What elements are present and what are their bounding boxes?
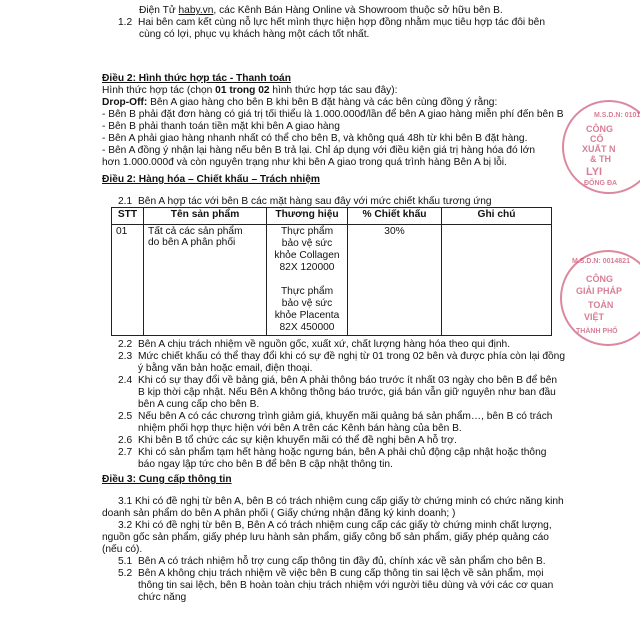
cell-product: Tất cả các sản phẩm do bên A phân phối (144, 225, 267, 336)
cell-stt: 01 (112, 225, 144, 336)
item-5-2-cont: thông tin sai lệch, bên B hoàn toàn chịu trách nhiệm với người tiêu dùng và với các cơ quan (138, 580, 554, 591)
header-discount: % Chiết khấu (348, 208, 442, 225)
item-5-2-cont: chức năng (138, 592, 187, 603)
item-2-6: 2.6 Khi bên B tổ chức các sự kiện khuyến mãi có thể đề nghị bên A hỗ trợ. (118, 435, 457, 446)
item-2-7: 2.7 Khi có sản phẩm tạm hết hàng hoặc ngưng bán, bên A phải chủ động cập nhật hoặc thông (118, 447, 547, 458)
dropoff-bullet: - Bên A phải giao hàng nhanh nhất có thể cho bên B, và không quá 48h từ khi bên B đặt hàng. (102, 133, 528, 144)
cell-discount: 30% (348, 225, 442, 336)
company-stamp-top: M.S.D.N: 0101 CÔNG CỔ XUẤT N & TH LYI ĐỐNG ĐA (562, 100, 640, 194)
cell-brand: Thực phẩm bảo vệ sức khỏe Collagen 82X 120000 Thực phẩm bảo vệ sức khỏe Placenta 82X 450000 (267, 225, 348, 336)
dropoff-line: Drop-Off: Bên A giao hàng cho bên B khi bên B đặt hàng và các bên cùng đồng ý rằng: (102, 97, 498, 108)
item-2-4-cont: B kịp thời cập nhật. Nếu Bên A không thông báo trước, giá bán vẫn giữ nguyên như ban đầu (138, 387, 556, 398)
intro-line-1: Điện Tử haby.vn, các Kênh Bán Hàng Online và Showroom thuộc sở hữu bên B. (139, 5, 503, 16)
dropoff-bullet: hơn 1.000.000đ và còn nguyên trạng như khi bên A giao trong quá trình hàng Bên A bị lỗi. (102, 157, 507, 168)
article-2-heading: Điều 2: Hình thức hợp tác - Thanh toán (102, 73, 291, 84)
item-5-1: 5.1 Bên A có trách nhiệm hỗ trợ cung cấp thông tin đầy đủ, chính xác về sản phẩm cho bên B. (118, 556, 546, 567)
haby-link[interactable]: haby.vn (178, 5, 214, 16)
item-1-2-line-2: cùng có lợi, phục vụ khách hàng một cách tốt nhất. (139, 29, 370, 40)
dropoff-bullet: - Bên B phải thanh toán tiền mặt khi bên A giao hàng (102, 121, 340, 132)
item-2-5-cont: nhiệm phối hợp thực hiện với bên A trên các Kênh bán hàng của bên B. (138, 423, 462, 434)
item-2-2: 2.2 Bên A chịu trách nhiệm về nguồn gốc, xuất xứ, chất lượng hàng hóa theo qui định. (118, 339, 511, 350)
header-note: Ghi chú (442, 208, 552, 225)
item-3-2-cont: nguồn gốc sản phẩm, giấy phép lưu hành sản phẩm, giấy công bố sản phẩm, giấy phép quảng cáo (102, 532, 549, 543)
dropoff-bullet: - Bên A đồng ý nhận lại hàng nếu bên B trả lại. Chỉ áp dụng với điều kiện giá trị hàng hóa đó lớn (102, 145, 536, 156)
cell-note (442, 225, 552, 336)
item-5-2: 5.2 Bên A không chịu trách nhiệm về việc bên B cung cấp thông tin sai lệch về sản phẩm, mọi (118, 568, 544, 579)
table-header-row (112, 208, 552, 225)
item-3-1: 3.1 Khi có đề nghị từ bên A, bên B có trách nhiệm cung cấp giấy tờ chứng minh có chức năng kinh (118, 496, 564, 507)
header-brand: Thương hiệu (267, 208, 348, 225)
item-2-4-cont: bên A cung cấp cho bên B. (138, 399, 260, 410)
dropoff-bullet: - Bên B phải đặt đơn hàng có giá trị tối thiểu là 1.000.000đ/lần để bên A giao hàng miễn phí đến bên B (102, 109, 564, 120)
header-product: Tên sản phẩm (144, 208, 267, 225)
cooperation-choose-text: Hình thức hợp tác (chọn 01 trong 02 hình thức hợp tác sau đây): (102, 85, 398, 96)
article-2b-heading: Điều 2: Hàng hóa – Chiết khấu – Trách nhiệm (102, 174, 320, 185)
company-stamp-bottom: M.S.D.N: 0014821 CÔNG GIẢI PHÁP TOÀN VIỆT THÀNH PHỐ (560, 250, 640, 346)
item-3-1-cont: doanh sản phẩm do bên A phân phối ( Giấy chứng nhận đăng ký kinh doanh; ) (102, 508, 456, 519)
item-2-5: 2.5 Nếu bên A có các chương trình giảm giá, khuyến mãi quảng bá sản phẩm…, bên B có trách (118, 411, 553, 422)
item-3-2-cont: (nếu có). (102, 544, 143, 555)
goods-table (111, 207, 552, 336)
item-2-7-cont: báo ngay lập tức cho bên B để bên B cập nhật thông tin. (138, 459, 393, 470)
item-1-2-line-1: 1.2 Hai bên cam kết cùng nỗ lực hết mình thực hiện hợp đồng nhằm mục tiêu hợp tác đôi bên (118, 17, 546, 28)
article-3-heading: Điều 3: Cung cấp thông tin (102, 474, 232, 485)
header-stt: STT (112, 208, 144, 225)
item-2-4: 2.4 Khi có sự thay đổi về bảng giá, bên A phải thông báo trước ít nhất 03 ngày cho bên B để bên (118, 375, 558, 386)
item-3-2: 3.2 Khi có đề nghị từ bên B, Bên A có trách nhiệm cung cấp các giấy tờ chứng minh chất lượng, (118, 520, 552, 531)
item-2-3: 2.3 Mức chiết khấu có thể thay đổi khi có sự đề nghị từ 01 trong 02 bên và được phía còn lại đồng (118, 351, 565, 362)
table-row (112, 225, 552, 336)
item-2-3-cont: ý bằng văn bản hoặc email, điện thoại. (138, 363, 313, 374)
item-2-1: 2.1 Bên A hợp tác với bên B các mặt hàng sau đây với mức chiết khấu tương ứng (118, 196, 492, 207)
